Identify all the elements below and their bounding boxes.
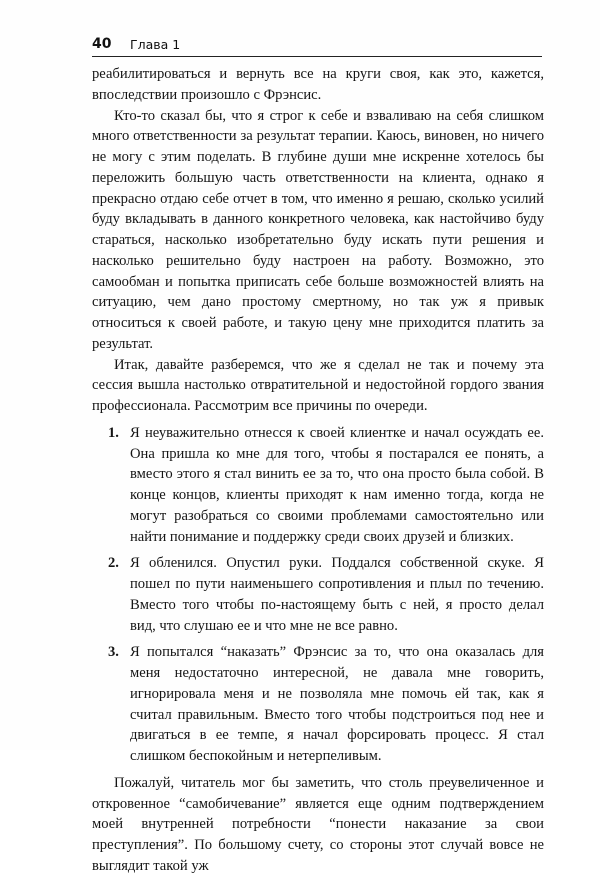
running-header [92, 34, 542, 57]
paragraph-closing: Пожалуй, читатель мог бы заметить, что столь преувеличенное и откровенное “самобичевание” является еще одним подтверждением моей внутренней потребности “понести наказание за свои преступления”. По большому счету, со стороны этот случай вовсе не выглядит такой уж [92, 774, 544, 874]
page-number: 40 [92, 36, 112, 52]
list-marker: 1. [108, 424, 119, 441]
list-marker: 2. [108, 555, 119, 572]
chapter-title: Глава 1 [130, 37, 181, 52]
body-text [92, 64, 544, 877]
list-item [108, 642, 544, 767]
list-item [108, 423, 544, 548]
list-marker: 3. [108, 644, 119, 661]
list-item-text: Я неуважительно отнесся к своей клиентке и начал осуждать ее. Она пришла ко мне для того, чтобы я постарался ее понять, а вместо этого я стал винить ее за то, что она просто была собой. В конце концов, клиенты приходят к нам именно тогда, когда не могут разобраться со своими проблемами самостоятельно или найти понимание и поддержку среди своих друзей и близких. [130, 424, 544, 545]
reasons-list [92, 423, 544, 767]
paragraph-continuation: реабилитироваться и вернуть все на круги своя, как это, кажется, впоследствии произошло с Фрэнсис. [92, 66, 544, 103]
paragraph-responsibility: Кто-то сказал бы, что я строг к себе и взваливаю на себя слишком много ответственности за результат терапии. Каюсь, виновен, но ничего не могу с этим поделать. В глубине души мне искренне хотелось бы переложить большую часть ответственности на клиента, однако я прекрасно отдаю себе отчет в том, что именно я решаю, сколько усилий буду вкладывать в данного конкретного человека, как настойчиво буду стараться, насколько изобретательно буду искать пути решения и насколько решительно буду настроен на работу. Возможно, это самообман и попытка приписать себе больше возможностей влиять на ситуацию, чем дано простому смертному, но так уж я привык относиться к своей работе, и такую цену мне приходится платить за результат. [92, 107, 544, 352]
list-item [108, 553, 544, 636]
list-item-text: Я обленился. Опустил руки. Поддался собственной скуке. Я пошел по пути наименьшего сопротивления и плыл по течению. Вместо того чтобы по-настоящему быть с ней, я просто делал вид, что слушаю ее и что мне не все равно. [130, 555, 544, 634]
list-item-text: Я попытался “наказать” Фрэнсис за то, что она оказалась для меня недостаточно интересной, не давала мне говорить, игнорировала меня и не позволяла мне помочь ей так, как я считал правильным. Вместо того чтобы подстроиться под нее и двигаться в ее темпе, я начал форсировать процесс. Я стал слишком беспокойным и нетерпеливым. [130, 644, 544, 764]
paragraph-analysis-intro: Итак, давайте разберемся, что же я сделал не так и почему эта сессия вышла настолько отвратительной и недостойной гордого звания профессионала. Рассмотрим все причины по очереди. [92, 356, 544, 414]
